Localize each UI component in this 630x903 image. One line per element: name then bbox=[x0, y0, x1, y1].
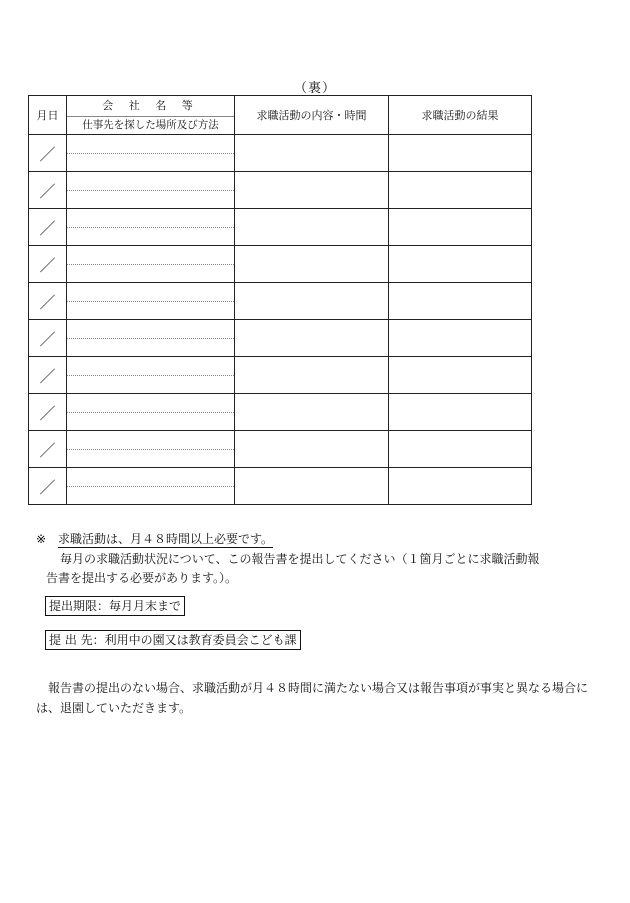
company-cell-divider bbox=[67, 227, 234, 228]
date-cell[interactable]: ／ bbox=[29, 394, 67, 431]
table-row bbox=[29, 209, 532, 246]
result-cell[interactable] bbox=[389, 283, 532, 320]
table-row bbox=[29, 283, 532, 320]
company-cell[interactable] bbox=[67, 431, 235, 468]
company-cell[interactable] bbox=[67, 135, 235, 172]
note-mark: ※ bbox=[36, 532, 47, 546]
result-cell[interactable] bbox=[389, 357, 532, 394]
destination-box: 提 出 先：利用中の園又は教育委員会こども課 bbox=[45, 630, 301, 650]
company-cell-divider bbox=[67, 264, 234, 265]
header-date: 月日 bbox=[29, 96, 67, 135]
content-cell[interactable] bbox=[235, 246, 389, 283]
company-cell-divider bbox=[67, 375, 234, 376]
date-cell[interactable]: ／ bbox=[29, 209, 67, 246]
date-cell[interactable]: ／ bbox=[29, 357, 67, 394]
content-cell[interactable] bbox=[235, 357, 389, 394]
date-cell[interactable]: ／ bbox=[29, 246, 67, 283]
submission-instructions bbox=[36, 550, 608, 588]
content-cell[interactable] bbox=[235, 320, 389, 357]
company-cell[interactable] bbox=[67, 283, 235, 320]
company-cell[interactable] bbox=[67, 394, 235, 431]
result-cell[interactable] bbox=[389, 431, 532, 468]
company-cell[interactable] bbox=[67, 172, 235, 209]
result-cell[interactable] bbox=[389, 172, 532, 209]
table-row bbox=[29, 135, 532, 172]
header-company bbox=[67, 96, 235, 135]
instructions-line-1: 毎月の求職活動状況について、この報告書を提出してください（１箇月ごとに求職活動報 bbox=[60, 552, 540, 566]
content-cell[interactable] bbox=[235, 135, 389, 172]
company-cell[interactable] bbox=[67, 320, 235, 357]
content-cell[interactable] bbox=[235, 431, 389, 468]
page-title: （裏） bbox=[293, 81, 336, 96]
date-cell[interactable]: ／ bbox=[29, 135, 67, 172]
table-row bbox=[29, 431, 532, 468]
note-text: 求職活動は、月４８時間以上必要です。 bbox=[58, 532, 274, 546]
result-cell[interactable] bbox=[389, 246, 532, 283]
date-cell[interactable]: ／ bbox=[29, 320, 67, 357]
warning-paragraph: 報告書の提出のない場合、求職活動が月４８時間に満たない場合又は報告事項が事実と異なる場合には、退園していただきます。 bbox=[36, 681, 589, 715]
header-result: 求職活動の結果 bbox=[389, 96, 532, 135]
content-cell[interactable] bbox=[235, 394, 389, 431]
content-cell[interactable] bbox=[235, 468, 389, 505]
content-cell[interactable] bbox=[235, 172, 389, 209]
date-cell[interactable]: ／ bbox=[29, 283, 67, 320]
result-cell[interactable] bbox=[389, 320, 532, 357]
table-row bbox=[29, 357, 532, 394]
table-row bbox=[29, 394, 532, 431]
content-cell[interactable] bbox=[235, 283, 389, 320]
requirement-note bbox=[36, 530, 273, 547]
table-row bbox=[29, 468, 532, 505]
company-cell-divider bbox=[67, 190, 234, 191]
date-cell[interactable]: ／ bbox=[29, 468, 67, 505]
result-cell[interactable] bbox=[389, 394, 532, 431]
company-cell-divider bbox=[67, 153, 234, 154]
table-row bbox=[29, 246, 532, 283]
date-cell[interactable]: ／ bbox=[29, 172, 67, 209]
header-content: 求職活動の内容・時間 bbox=[235, 96, 389, 135]
company-cell-divider bbox=[67, 486, 234, 487]
instructions-line-2: 告書を提出する必要があります。）。 bbox=[46, 571, 238, 585]
company-cell-divider bbox=[67, 412, 234, 413]
result-cell[interactable] bbox=[389, 468, 532, 505]
table-row bbox=[29, 320, 532, 357]
table-body bbox=[29, 135, 532, 505]
company-cell-divider bbox=[67, 301, 234, 302]
company-cell-divider bbox=[67, 338, 234, 339]
deadline-box: 提出期限：毎月月末まで bbox=[45, 596, 185, 616]
company-cell[interactable] bbox=[67, 246, 235, 283]
company-cell[interactable] bbox=[67, 209, 235, 246]
company-cell-divider bbox=[67, 449, 234, 450]
header-company-method: 仕事先を探した場所及び方法 bbox=[67, 116, 234, 134]
table-row bbox=[29, 172, 532, 209]
date-cell[interactable]: ／ bbox=[29, 431, 67, 468]
result-cell[interactable] bbox=[389, 209, 532, 246]
company-cell[interactable] bbox=[67, 468, 235, 505]
header-company-name: 会 社 名 等 bbox=[102, 99, 199, 112]
result-cell[interactable] bbox=[389, 135, 532, 172]
content-cell[interactable] bbox=[235, 209, 389, 246]
table-header-row bbox=[29, 96, 532, 135]
company-cell[interactable] bbox=[67, 357, 235, 394]
job-search-log-table bbox=[28, 95, 532, 505]
